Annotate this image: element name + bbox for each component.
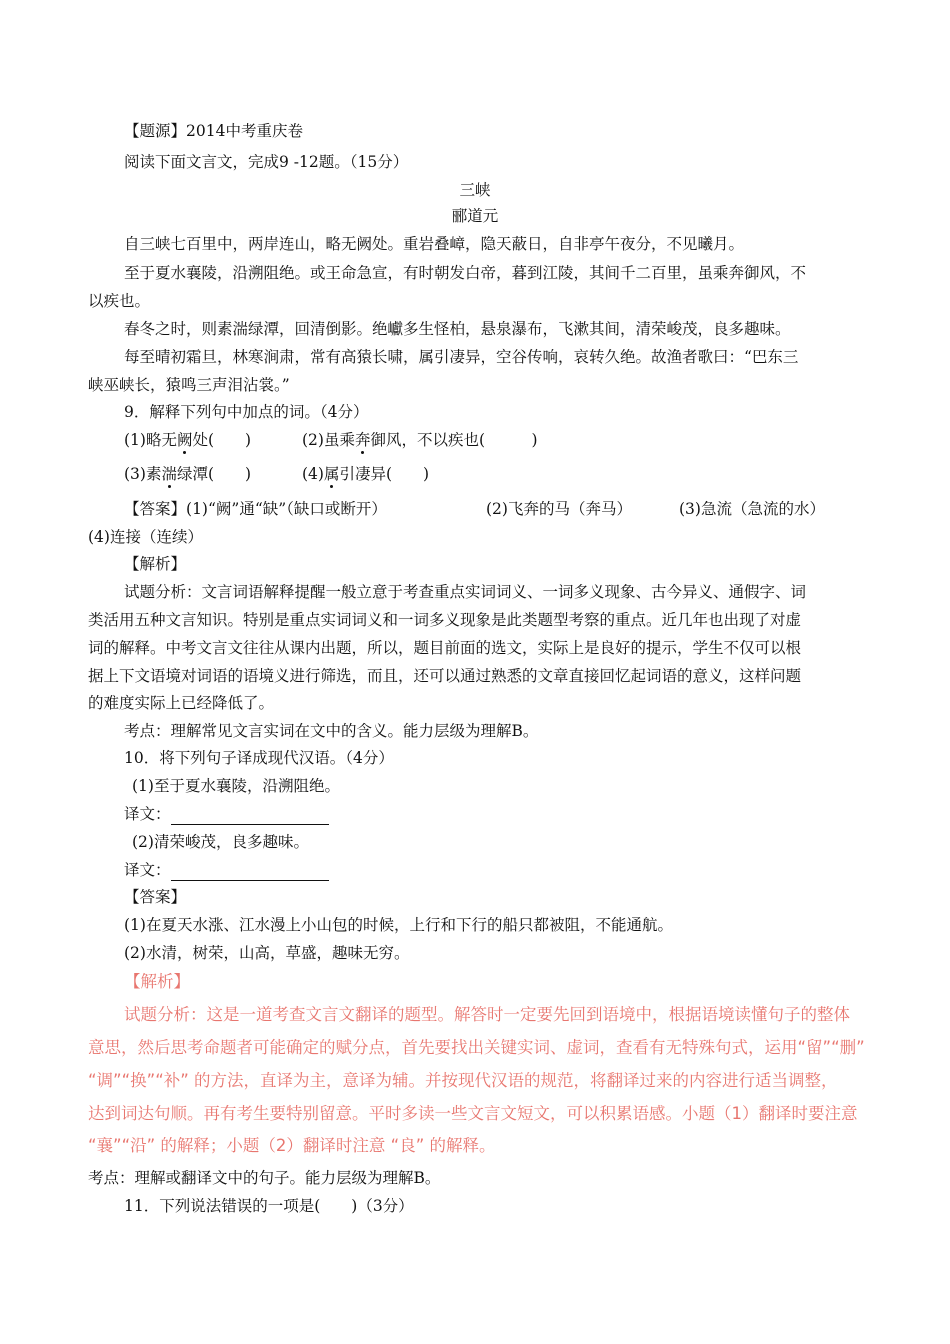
analysis-text: 据上下文语境对词语的语境义进行筛选，而且，还可以通过熟悉的文章直接回忆起词语的意义，这样问题 xyxy=(88,667,802,685)
analysis-text: 的难度实际上已经降低了。 xyxy=(88,694,275,712)
passage-paragraph: 至于夏水襄陵，沿溯阻绝。或王命急宣，有时朝发白帝，暮到江陵，其间千二百里，虽乘奔御风，不 xyxy=(124,264,807,282)
translation-label: 译文： xyxy=(124,805,171,823)
dotted-word: 湍 xyxy=(161,465,177,483)
question-10-sentence: (2)清荣峻茂，良多趣味。 xyxy=(132,833,309,851)
dotted-word: 阙 xyxy=(176,431,193,449)
kaodian: 考点：理解或翻译文中的句子。能力层级为理解B。 xyxy=(88,1169,441,1187)
analysis-text: 类活用五种文言知识。特别是重点实词词义和一词多义现象是此类题型考察的重点。近几年也出现了对虚 xyxy=(88,611,802,629)
passage-title: 三峡 xyxy=(459,181,491,199)
source-value: 2014中考重庆卷 xyxy=(186,122,303,140)
source-label: 【题源】 xyxy=(124,122,187,140)
analysis-text-red: 达到词达句顺。再有考生要特别留意。平时多读一些文言文短文，可以积累语感。小题（1）翻译时要注意 xyxy=(88,1104,858,1123)
item-text: (4) xyxy=(302,465,324,483)
passage-paragraph: 自三峡七百里中，两岸连山，略无阙处。重岩叠嶂，隐天蔽日，自非亭午夜分，不见曦月。 xyxy=(124,235,745,253)
translation-line xyxy=(124,859,329,881)
answer-text: (1)“阙”通“缺”（缺口或断开） xyxy=(186,500,387,518)
instruction: 阅读下面文言文，完成9 -12题。（15分） xyxy=(124,153,409,171)
answer-text: (2)水清，树荣，山高，草盛，趣味无穷。 xyxy=(124,944,410,962)
analysis-text-red: “调”“换”“补” 的方法，直译为主，意译为辅。并按现代汉语的规范，将翻译过来的内容进行适当调整， xyxy=(88,1071,838,1090)
answer-text: (1)在夏天水涨、江水漫上小山包的时候，上行和下行的船只都被阻，不能通航。 xyxy=(124,916,673,934)
question-9-item xyxy=(302,463,429,485)
source-line xyxy=(124,120,303,142)
item-text: (2)虽乘 xyxy=(302,431,355,449)
kaodian: 考点：理解常见文言实词在文中的含义。能力层级为理解B。 xyxy=(124,722,539,740)
passage-paragraph: 春冬之时，则素湍绿潭，回清倒影。绝巘多生怪柏，悬泉瀑布，飞漱其间，清荣峻茂，良多趣味。 xyxy=(124,320,791,338)
answer-text: (3)急流（急流的水） xyxy=(679,500,825,518)
passage-author: 郦道元 xyxy=(451,207,499,225)
dotted-word: 奔 xyxy=(354,431,371,449)
question-10-stem: 10．将下列句子译成现代汉语。（4分） xyxy=(124,749,394,767)
passage-paragraph-cont: 以疾也。 xyxy=(88,292,151,310)
answer-label: 【答案】 xyxy=(124,500,187,518)
answer-text: (2)飞奔的马（奔马） xyxy=(486,500,632,518)
item-text: 绿潭( ) xyxy=(176,465,252,483)
answer-text: (4)连接（连续） xyxy=(88,528,203,546)
translation-blank[interactable] xyxy=(171,808,329,825)
item-text: (3)素 xyxy=(124,465,162,483)
analysis-text-red: 试题分析：这是一道考查文言文翻译的题型。解答时一定要先回到语境中，根据语境读懂句子的整体 xyxy=(124,1005,850,1024)
analysis-text: 试题分析：文言词语解释提醒一般立意于考查重点实词词义、一词多义现象、古今异义、通假字、词 xyxy=(124,583,807,601)
question-9-item xyxy=(124,463,251,485)
answer-label: 【答案】 xyxy=(124,888,187,906)
analysis-label: 【解析】 xyxy=(124,555,187,573)
analysis-label-red: 【解析】 xyxy=(124,972,190,991)
passage-paragraph: 每至晴初霜旦，林寒涧肃，常有高猿长啸，属引凄异，空谷传响，哀转久绝。故渔者歌曰：“巴东三 xyxy=(124,348,799,366)
question-11-stem: 11．下列说法错误的一项是( )（3分） xyxy=(124,1197,414,1215)
item-text: (1)略无 xyxy=(124,431,177,449)
item-text: 引凄异( ) xyxy=(339,465,430,483)
question-9-answer xyxy=(124,498,387,520)
dotted-word: 属 xyxy=(323,465,340,483)
translation-line xyxy=(124,803,329,825)
translation-blank[interactable] xyxy=(171,864,329,881)
question-10-sentence: (1)至于夏水襄陵，沿溯阻绝。 xyxy=(132,777,340,795)
analysis-text-red: 意思，然后思考命题者可能确定的赋分点，首先要找出关键实词、虚词，查看有无特殊句式，运用“留”“删” xyxy=(88,1038,865,1057)
item-text: 御风，不以疾也( ) xyxy=(370,431,538,449)
analysis-text: 词的解释。中考文言文往往从课内出题，所以，题目前面的选文，实际上是良好的提示，学生不仅可以根 xyxy=(88,639,802,657)
question-9-item xyxy=(124,429,251,451)
question-9-stem: 9．解释下列句中加点的词。（4分） xyxy=(124,403,369,421)
question-9-item xyxy=(302,429,538,451)
item-text: 处( ) xyxy=(192,431,252,449)
passage-paragraph-cont: 峡巫峡长，猿鸣三声泪沾裳。” xyxy=(88,376,290,394)
translation-label: 译文： xyxy=(124,861,171,879)
analysis-text-red: “襄”“沿” 的解释；小题（2）翻译时注意 “良” 的解释。 xyxy=(88,1136,496,1155)
